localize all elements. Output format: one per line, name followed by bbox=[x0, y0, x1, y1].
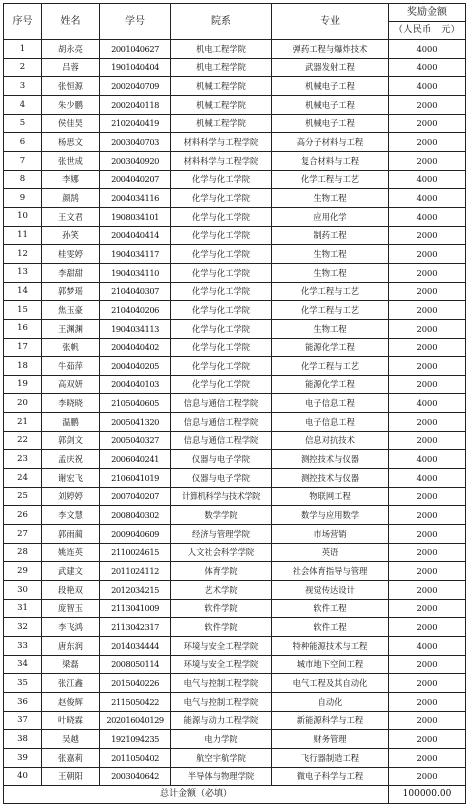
cell-college: 仪器与电子学院 bbox=[171, 450, 272, 469]
table-row bbox=[4, 674, 466, 693]
cell-amount: 2000 bbox=[389, 767, 466, 786]
cell-major: 高分子材料与工程 bbox=[272, 133, 389, 152]
cell-name: 叶晓霖 bbox=[42, 711, 100, 730]
table-row bbox=[4, 487, 466, 506]
cell-college: 化学与化工学院 bbox=[171, 319, 272, 338]
cell-student-id: 202016040129 bbox=[100, 711, 171, 730]
cell-seq: 25 bbox=[4, 487, 42, 506]
table-row bbox=[4, 114, 466, 133]
cell-major: 视觉传达设计 bbox=[272, 581, 389, 600]
table-row bbox=[4, 282, 466, 301]
cell-seq: 22 bbox=[4, 431, 42, 450]
cell-seq: 27 bbox=[4, 525, 42, 544]
table-row bbox=[4, 581, 466, 600]
table-row bbox=[4, 413, 466, 432]
cell-major: 机械电子工程 bbox=[272, 95, 389, 114]
cell-name: 梁磊 bbox=[42, 655, 100, 674]
cell-seq: 28 bbox=[4, 543, 42, 562]
cell-amount: 2000 bbox=[389, 133, 466, 152]
cell-name: 郭梦瑶 bbox=[42, 282, 100, 301]
cell-college: 信息与通信工程学院 bbox=[171, 431, 272, 450]
cell-major: 机械电子工程 bbox=[272, 114, 389, 133]
cell-major: 生物工程 bbox=[272, 319, 389, 338]
cell-name: 高双妍 bbox=[42, 375, 100, 394]
cell-amount: 2000 bbox=[389, 525, 466, 544]
cell-amount: 2000 bbox=[389, 226, 466, 245]
table-row bbox=[4, 189, 466, 208]
cell-amount: 4000 bbox=[389, 637, 466, 656]
cell-seq: 3 bbox=[4, 77, 42, 96]
cell-name: 李飞鸿 bbox=[42, 618, 100, 637]
cell-name: 温鹏 bbox=[42, 413, 100, 432]
cell-name: 武建文 bbox=[42, 562, 100, 581]
table-row bbox=[4, 151, 466, 170]
cell-amount: 2000 bbox=[389, 375, 466, 394]
cell-name: 颜鹄 bbox=[42, 189, 100, 208]
cell-college: 计算机科学与技术学院 bbox=[171, 487, 272, 506]
cell-student-id: 2106041019 bbox=[100, 469, 171, 488]
cell-name: 王文君 bbox=[42, 207, 100, 226]
cell-student-id: 2008050114 bbox=[100, 655, 171, 674]
table-row bbox=[4, 40, 466, 59]
cell-seq: 16 bbox=[4, 319, 42, 338]
cell-amount: 2000 bbox=[389, 338, 466, 357]
cell-major: 应用化学 bbox=[272, 207, 389, 226]
cell-name: 侯佳昊 bbox=[42, 114, 100, 133]
cell-student-id: 2011050402 bbox=[100, 748, 171, 767]
table-row bbox=[4, 506, 466, 525]
cell-seq: 24 bbox=[4, 469, 42, 488]
cell-college: 化学与化工学院 bbox=[171, 245, 272, 264]
cell-name: 李文慧 bbox=[42, 506, 100, 525]
cell-seq: 37 bbox=[4, 711, 42, 730]
cell-college: 机械工程学院 bbox=[171, 77, 272, 96]
cell-student-id: 2004040103 bbox=[100, 375, 171, 394]
cell-seq: 38 bbox=[4, 730, 42, 749]
cell-student-id: 2008040302 bbox=[100, 506, 171, 525]
cell-seq: 36 bbox=[4, 692, 42, 711]
cell-seq: 35 bbox=[4, 674, 42, 693]
total-value: 100000.00 bbox=[389, 786, 466, 804]
cell-amount: 2000 bbox=[389, 599, 466, 618]
table-row bbox=[4, 767, 466, 786]
cell-college: 化学与化工学院 bbox=[171, 207, 272, 226]
cell-amount: 4000 bbox=[389, 450, 466, 469]
cell-amount: 2000 bbox=[389, 562, 466, 581]
cell-student-id: 2011024112 bbox=[100, 562, 171, 581]
cell-college: 机械工程学院 bbox=[171, 95, 272, 114]
cell-seq: 15 bbox=[4, 301, 42, 320]
cell-amount: 2000 bbox=[389, 95, 466, 114]
table-row bbox=[4, 77, 466, 96]
award-table-container bbox=[3, 3, 466, 804]
cell-seq: 21 bbox=[4, 413, 42, 432]
cell-college: 机电工程学院 bbox=[171, 40, 272, 59]
cell-amount: 4000 bbox=[389, 77, 466, 96]
cell-student-id: 2007040207 bbox=[100, 487, 171, 506]
table-row bbox=[4, 319, 466, 338]
cell-seq: 26 bbox=[4, 506, 42, 525]
cell-student-id: 2104040206 bbox=[100, 301, 171, 320]
cell-name: 牛茹萍 bbox=[42, 357, 100, 376]
cell-major: 城市地下空间工程 bbox=[272, 655, 389, 674]
cell-seq: 7 bbox=[4, 151, 42, 170]
cell-amount: 2000 bbox=[389, 581, 466, 600]
cell-name: 李甜甜 bbox=[42, 263, 100, 282]
cell-amount: 2000 bbox=[389, 711, 466, 730]
cell-major: 测控技术与仪器 bbox=[272, 469, 389, 488]
cell-college: 化学与化工学院 bbox=[171, 301, 272, 320]
cell-major: 社会体育指导与管理 bbox=[272, 562, 389, 581]
header-college: 院系 bbox=[171, 4, 272, 40]
cell-name: 朱少鹏 bbox=[42, 95, 100, 114]
cell-student-id: 2113042317 bbox=[100, 618, 171, 637]
cell-major: 能源化学工程 bbox=[272, 338, 389, 357]
cell-name: 张嘉莉 bbox=[42, 748, 100, 767]
cell-amount: 2000 bbox=[389, 245, 466, 264]
table-row bbox=[4, 394, 466, 413]
cell-major: 化学工程与工艺 bbox=[272, 282, 389, 301]
cell-seq: 40 bbox=[4, 767, 42, 786]
cell-seq: 8 bbox=[4, 170, 42, 189]
cell-amount: 2000 bbox=[389, 655, 466, 674]
cell-seq: 31 bbox=[4, 599, 42, 618]
cell-major: 化学工程与工艺 bbox=[272, 301, 389, 320]
cell-seq: 11 bbox=[4, 226, 42, 245]
cell-amount: 2000 bbox=[389, 543, 466, 562]
cell-college: 环境与安全工程学院 bbox=[171, 655, 272, 674]
cell-major: 武器发射工程 bbox=[272, 58, 389, 77]
cell-student-id: 2004040207 bbox=[100, 170, 171, 189]
cell-name: 李晓晓 bbox=[42, 394, 100, 413]
cell-major: 新能源科学与工程 bbox=[272, 711, 389, 730]
table-row bbox=[4, 711, 466, 730]
cell-name: 王渊渊 bbox=[42, 319, 100, 338]
cell-major: 英语 bbox=[272, 543, 389, 562]
cell-major: 复合材料与工程 bbox=[272, 151, 389, 170]
cell-seq: 9 bbox=[4, 189, 42, 208]
cell-major: 电子信息工程 bbox=[272, 413, 389, 432]
cell-amount: 2000 bbox=[389, 413, 466, 432]
table-row bbox=[4, 599, 466, 618]
table-row bbox=[4, 58, 466, 77]
cell-seq: 1 bbox=[4, 40, 42, 59]
header-amount: 奖励金额 bbox=[389, 4, 466, 22]
cell-college: 材料科学与工程学院 bbox=[171, 151, 272, 170]
cell-name: 王朝阳 bbox=[42, 767, 100, 786]
cell-major: 化学工程与工艺 bbox=[272, 170, 389, 189]
cell-name: 吴越 bbox=[42, 730, 100, 749]
cell-student-id: 2003040703 bbox=[100, 133, 171, 152]
cell-major: 微电子科学与工程 bbox=[272, 767, 389, 786]
cell-college: 化学与化工学院 bbox=[171, 357, 272, 376]
cell-college: 材料科学与工程学院 bbox=[171, 133, 272, 152]
cell-student-id: 1901040404 bbox=[100, 58, 171, 77]
cell-name: 李娜 bbox=[42, 170, 100, 189]
cell-major: 化学工程与工艺 bbox=[272, 357, 389, 376]
cell-college: 信息与通信工程学院 bbox=[171, 394, 272, 413]
cell-name: 孟庆祝 bbox=[42, 450, 100, 469]
table-row bbox=[4, 730, 466, 749]
cell-name: 张世成 bbox=[42, 151, 100, 170]
table-body bbox=[4, 40, 466, 786]
cell-seq: 33 bbox=[4, 637, 42, 656]
cell-major: 市场营销 bbox=[272, 525, 389, 544]
cell-student-id: 2001040627 bbox=[100, 40, 171, 59]
header-student-id: 学号 bbox=[100, 4, 171, 40]
cell-college: 经济与管理学院 bbox=[171, 525, 272, 544]
cell-seq: 17 bbox=[4, 338, 42, 357]
cell-name: 张江鑫 bbox=[42, 674, 100, 693]
table-row bbox=[4, 748, 466, 767]
cell-student-id: 1921094235 bbox=[100, 730, 171, 749]
cell-amount: 2000 bbox=[389, 618, 466, 637]
cell-student-id: 2009040609 bbox=[100, 525, 171, 544]
cell-college: 软件学院 bbox=[171, 618, 272, 637]
cell-major: 生物工程 bbox=[272, 245, 389, 264]
cell-major: 财务管理 bbox=[272, 730, 389, 749]
table-row bbox=[4, 618, 466, 637]
cell-name: 桂雯婷 bbox=[42, 245, 100, 264]
cell-name: 赵俊辉 bbox=[42, 692, 100, 711]
cell-amount: 2000 bbox=[389, 282, 466, 301]
cell-college: 体育学院 bbox=[171, 562, 272, 581]
header-amount-unit: （人民币 元） bbox=[389, 22, 466, 40]
cell-college: 化学与化工学院 bbox=[171, 170, 272, 189]
cell-major: 软件工程 bbox=[272, 618, 389, 637]
cell-amount: 2000 bbox=[389, 301, 466, 320]
cell-major: 信息对抗技术 bbox=[272, 431, 389, 450]
table-row bbox=[4, 263, 466, 282]
cell-college: 化学与化工学院 bbox=[171, 338, 272, 357]
cell-student-id: 2105040605 bbox=[100, 394, 171, 413]
cell-student-id: 2110024615 bbox=[100, 543, 171, 562]
cell-major: 测控技术与仪器 bbox=[272, 450, 389, 469]
cell-college: 软件学院 bbox=[171, 599, 272, 618]
total-row bbox=[4, 786, 466, 804]
cell-student-id: 2006040241 bbox=[100, 450, 171, 469]
cell-major: 物联网工程 bbox=[272, 487, 389, 506]
cell-major: 电子信息工程 bbox=[272, 394, 389, 413]
cell-student-id: 2003040920 bbox=[100, 151, 171, 170]
table-row bbox=[4, 301, 466, 320]
cell-name: 张恒源 bbox=[42, 77, 100, 96]
cell-major: 特种能源技术与工程 bbox=[272, 637, 389, 656]
cell-seq: 14 bbox=[4, 282, 42, 301]
cell-seq: 23 bbox=[4, 450, 42, 469]
table-row bbox=[4, 637, 466, 656]
cell-amount: 2000 bbox=[389, 506, 466, 525]
cell-seq: 20 bbox=[4, 394, 42, 413]
table-row bbox=[4, 543, 466, 562]
cell-seq: 30 bbox=[4, 581, 42, 600]
cell-student-id: 2004034116 bbox=[100, 189, 171, 208]
cell-name: 孙笑 bbox=[42, 226, 100, 245]
cell-amount: 4000 bbox=[389, 58, 466, 77]
cell-amount: 4000 bbox=[389, 40, 466, 59]
header-row bbox=[4, 4, 466, 22]
header-seq: 序号 bbox=[4, 4, 42, 40]
cell-major: 生物工程 bbox=[272, 263, 389, 282]
cell-name: 郭剑文 bbox=[42, 431, 100, 450]
cell-student-id: 2004040402 bbox=[100, 338, 171, 357]
table-row bbox=[4, 170, 466, 189]
cell-college: 化学与化工学院 bbox=[171, 263, 272, 282]
cell-name: 胡永亮 bbox=[42, 40, 100, 59]
cell-seq: 18 bbox=[4, 357, 42, 376]
cell-name: 吕蓉 bbox=[42, 58, 100, 77]
cell-name: 唐东润 bbox=[42, 637, 100, 656]
cell-seq: 34 bbox=[4, 655, 42, 674]
cell-major: 数学与应用数学 bbox=[272, 506, 389, 525]
cell-name: 郭雨蔺 bbox=[42, 525, 100, 544]
cell-college: 电气与控制工程学院 bbox=[171, 692, 272, 711]
cell-amount: 2000 bbox=[389, 748, 466, 767]
cell-college: 机械工程学院 bbox=[171, 114, 272, 133]
cell-student-id: 2102040419 bbox=[100, 114, 171, 133]
header-major: 专业 bbox=[272, 4, 389, 40]
cell-college: 机电工程学院 bbox=[171, 58, 272, 77]
cell-name: 庞智玉 bbox=[42, 599, 100, 618]
cell-college: 信息与通信工程学院 bbox=[171, 413, 272, 432]
cell-amount: 2000 bbox=[389, 151, 466, 170]
table-row bbox=[4, 375, 466, 394]
cell-student-id: 2004040205 bbox=[100, 357, 171, 376]
cell-amount: 2000 bbox=[389, 487, 466, 506]
table-row bbox=[4, 245, 466, 264]
cell-amount: 4000 bbox=[389, 394, 466, 413]
cell-student-id: 2012034215 bbox=[100, 581, 171, 600]
cell-amount: 2000 bbox=[389, 674, 466, 693]
cell-major: 软件工程 bbox=[272, 599, 389, 618]
cell-seq: 10 bbox=[4, 207, 42, 226]
table-row bbox=[4, 562, 466, 581]
table-row bbox=[4, 692, 466, 711]
total-label: 总计金额（必填） bbox=[4, 786, 389, 804]
table-row bbox=[4, 655, 466, 674]
cell-seq: 32 bbox=[4, 618, 42, 637]
cell-student-id: 2015040226 bbox=[100, 674, 171, 693]
cell-college: 化学与化工学院 bbox=[171, 282, 272, 301]
cell-major: 自动化 bbox=[272, 692, 389, 711]
cell-college: 人文社会科学学院 bbox=[171, 543, 272, 562]
cell-amount: 2000 bbox=[389, 263, 466, 282]
cell-college: 仪器与电子学院 bbox=[171, 469, 272, 488]
cell-major: 能源化学工程 bbox=[272, 375, 389, 394]
cell-amount: 4000 bbox=[389, 189, 466, 208]
table-row bbox=[4, 357, 466, 376]
table-row bbox=[4, 450, 466, 469]
cell-amount: 2000 bbox=[389, 319, 466, 338]
cell-college: 能源与动力工程学院 bbox=[171, 711, 272, 730]
cell-amount: 4000 bbox=[389, 170, 466, 189]
cell-name: 姚连英 bbox=[42, 543, 100, 562]
cell-student-id: 2115050422 bbox=[100, 692, 171, 711]
cell-major: 制药工程 bbox=[272, 226, 389, 245]
cell-seq: 2 bbox=[4, 58, 42, 77]
cell-seq: 29 bbox=[4, 562, 42, 581]
cell-college: 环境与安全工程学院 bbox=[171, 637, 272, 656]
table-row bbox=[4, 469, 466, 488]
cell-student-id: 2113041009 bbox=[100, 599, 171, 618]
cell-student-id: 1908034101 bbox=[100, 207, 171, 226]
cell-seq: 4 bbox=[4, 95, 42, 114]
table-row bbox=[4, 95, 466, 114]
cell-college: 航空宇航学院 bbox=[171, 748, 272, 767]
header-name: 姓名 bbox=[42, 4, 100, 40]
cell-major: 生物工程 bbox=[272, 189, 389, 208]
cell-college: 化学与化工学院 bbox=[171, 226, 272, 245]
cell-name: 张帆 bbox=[42, 338, 100, 357]
table-row bbox=[4, 133, 466, 152]
cell-student-id: 2002040709 bbox=[100, 77, 171, 96]
cell-college: 半导体与物理学院 bbox=[171, 767, 272, 786]
award-table bbox=[3, 3, 466, 804]
cell-name: 段艳双 bbox=[42, 581, 100, 600]
cell-student-id: 2005040327 bbox=[100, 431, 171, 450]
cell-amount: 2000 bbox=[389, 692, 466, 711]
cell-college: 电气与控制工程学院 bbox=[171, 674, 272, 693]
table-row bbox=[4, 431, 466, 450]
cell-student-id: 2004040414 bbox=[100, 226, 171, 245]
cell-major: 电气工程及其自动化 bbox=[272, 674, 389, 693]
cell-seq: 13 bbox=[4, 263, 42, 282]
cell-amount: 2000 bbox=[389, 730, 466, 749]
cell-student-id: 2104040307 bbox=[100, 282, 171, 301]
cell-student-id: 2002040118 bbox=[100, 95, 171, 114]
table-row bbox=[4, 338, 466, 357]
cell-college: 数学学院 bbox=[171, 506, 272, 525]
cell-seq: 19 bbox=[4, 375, 42, 394]
cell-amount: 2000 bbox=[389, 114, 466, 133]
cell-college: 化学与化工学院 bbox=[171, 189, 272, 208]
cell-major: 飞行器制造工程 bbox=[272, 748, 389, 767]
cell-name: 焦玉豪 bbox=[42, 301, 100, 320]
cell-college: 电力学院 bbox=[171, 730, 272, 749]
cell-student-id: 2014034444 bbox=[100, 637, 171, 656]
cell-student-id: 2003040642 bbox=[100, 767, 171, 786]
cell-major: 机械电子工程 bbox=[272, 77, 389, 96]
cell-major: 弹药工程与爆炸技术 bbox=[272, 40, 389, 59]
cell-amount: 2000 bbox=[389, 357, 466, 376]
table-row bbox=[4, 207, 466, 226]
cell-seq: 5 bbox=[4, 114, 42, 133]
table-row bbox=[4, 226, 466, 245]
cell-name: 杨思文 bbox=[42, 133, 100, 152]
cell-seq: 6 bbox=[4, 133, 42, 152]
cell-student-id: 1904034117 bbox=[100, 245, 171, 264]
cell-seq: 12 bbox=[4, 245, 42, 264]
cell-student-id: 1904034113 bbox=[100, 319, 171, 338]
cell-college: 化学与化工学院 bbox=[171, 375, 272, 394]
cell-student-id: 1904034110 bbox=[100, 263, 171, 282]
cell-amount: 2000 bbox=[389, 431, 466, 450]
cell-college: 艺术学院 bbox=[171, 581, 272, 600]
cell-student-id: 2005041320 bbox=[100, 413, 171, 432]
cell-name: 谢宏飞 bbox=[42, 469, 100, 488]
cell-seq: 39 bbox=[4, 748, 42, 767]
cell-amount: 4000 bbox=[389, 207, 466, 226]
cell-name: 刘婷婷 bbox=[42, 487, 100, 506]
table-row bbox=[4, 525, 466, 544]
cell-amount: 4000 bbox=[389, 469, 466, 488]
